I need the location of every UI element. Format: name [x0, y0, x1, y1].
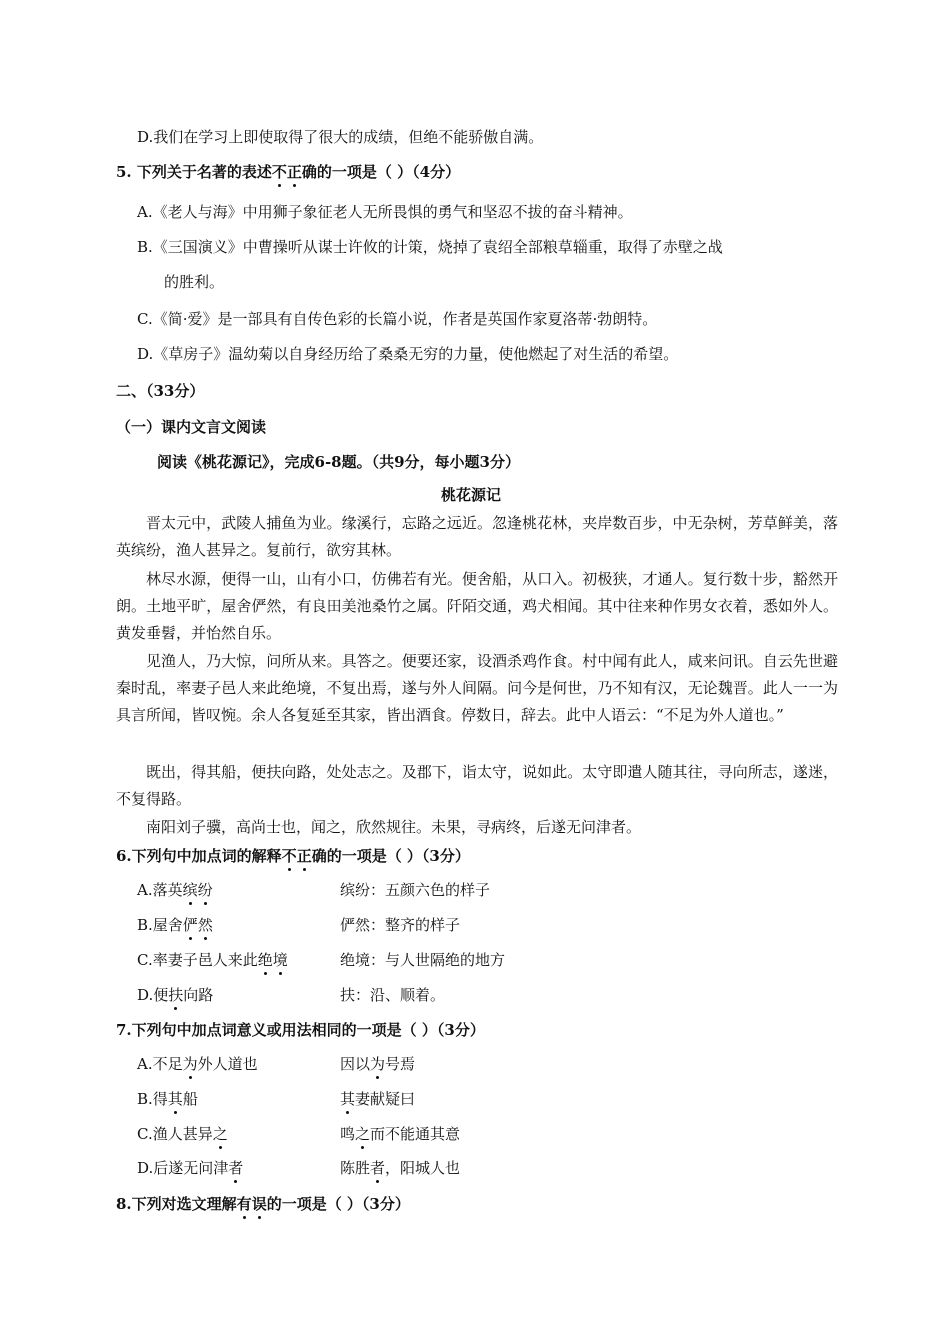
q5-stem-text: 5. 下列关于名著的表述	[116, 163, 272, 181]
reading-instruction: 阅读《桃花源记》，完成6-8题。（共9分，每小题3分）	[157, 453, 520, 471]
option-explanation: 绝境：与人世隔绝的地方	[340, 951, 506, 969]
q6-option-c	[137, 950, 837, 970]
option-text: 因以	[340, 1055, 371, 1073]
q8-stem-text: 8.下列对选文理解	[116, 1195, 237, 1213]
dotted-char: 缤	[182, 881, 198, 899]
q7-stem: 7.下列句中加点词意义或用法相同的一项是（ ）（3分）	[116, 1021, 485, 1039]
dotted-char: 有	[236, 1195, 252, 1213]
section-heading: 二、（33分）	[116, 382, 205, 400]
q5-stem-text: 确的一项是（ ）（4分）	[301, 163, 461, 181]
q5-option-b: B.《三国演义》中曹操听从谋士许攸的计策，烧掉了袁绍全部粮草辎重，取得了赤壁之战	[137, 238, 723, 256]
passage-paragraph: 林尽水源，便得一山，山有小口，仿佛若有光。便舍船，从口入。初极狭，才通人。复行数十步，豁然开朗。土地平旷，屋舍俨然，有良田美池桑竹之属。阡陌交通，鸡犬相闻。其中往来种作男女衣着，悉如外人。黄发垂髫，并怡然自乐。	[116, 570, 838, 642]
dotted-char: 之	[355, 1125, 371, 1143]
dotted-char: 扶	[168, 986, 184, 1004]
dotted-char: 纷	[197, 881, 213, 899]
option-text: B.屋舍	[137, 916, 183, 934]
option-explanation: 扶：沿、顺着。	[340, 986, 446, 1004]
passage-paragraph: 南阳刘子骥，高尚士也，闻之，欣然规往。未果，寻病终，后遂无问津者。	[146, 818, 642, 836]
option-text: D.后遂无问津	[137, 1159, 229, 1177]
dotted-char: 其	[340, 1090, 356, 1108]
dotted-char: 俨	[182, 916, 198, 934]
q7-option-b	[137, 1089, 837, 1109]
dotted-char: 境	[272, 951, 288, 969]
q6-stem-text: 6.下列句中加点词的解释	[116, 847, 282, 865]
q4-option-d: D.我们在学习上即使取得了很大的成绩，但绝不能骄傲自满。	[137, 128, 544, 146]
q6-option-b	[137, 915, 837, 935]
option-text: 妻献疑曰	[355, 1090, 416, 1108]
passage-paragraph: 既出，得其船，便扶向路，处处志之。及郡下，诣太守，说如此。太守即遣人随其往，寻向所志，遂迷，不复得路。	[116, 763, 838, 808]
dotted-char: 正	[286, 163, 302, 181]
dotted-char: 者	[228, 1159, 244, 1177]
q5-option-b-cont: 的胜利。	[164, 273, 225, 291]
option-text: C.渔人甚异	[137, 1125, 213, 1143]
passage-paragraph: 晋太元中，武陵人捕鱼为业。缘溪行，忘路之远近。忽逢桃花林，夹岸数百步，中无杂树，芳草鲜美，落英缤纷，渔人甚异之。复前行，欲穷其林。	[116, 514, 838, 559]
option-text: D.便	[137, 986, 169, 1004]
option-explanation: 俨然：整齐的样子	[340, 916, 461, 934]
option-text: 船	[182, 1090, 198, 1108]
q7-option-a	[137, 1054, 837, 1074]
dotted-char: 绝	[257, 951, 273, 969]
q6-stem	[116, 846, 470, 866]
q5-stem	[116, 162, 460, 182]
dotted-char: 其	[167, 1090, 183, 1108]
q6-option-a	[137, 880, 837, 900]
dotted-char: 者	[370, 1159, 386, 1177]
dotted-char: 不	[271, 163, 287, 181]
option-text: A.不足	[137, 1055, 183, 1073]
q5-option-d: D.《草房子》温幼菊以自身经历给了桑桑无穷的力量，使他燃起了对生活的希望。	[137, 345, 679, 363]
q6-stem-text: 确的一项是（ ）（3分）	[311, 847, 470, 865]
part-heading: （一）课内文言文阅读	[116, 418, 267, 436]
option-text: 外人道也	[197, 1055, 258, 1073]
dotted-char: 误	[251, 1195, 267, 1213]
dotted-char: 之	[212, 1125, 228, 1143]
q7-option-c	[137, 1124, 837, 1144]
q8-stem-text: 的一项是（ ）（3分）	[266, 1195, 410, 1213]
passage-paragraph: 见渔人，乃大惊，问所从来。具答之。便要还家，设酒杀鸡作食。村中闻有此人，咸来问讯。自云先世避秦时乱，率妻子邑人来此绝境，不复出焉，遂与外人间隔。问今是何世，乃不知有汉，无论魏晋。此人一一为具言所闻，皆叹惋。余人各复延至其家，皆出酒食。停数日，辞去。此中人语云：“不足为外人道也。”	[116, 652, 838, 724]
option-text: C.率妻子邑人来此	[137, 951, 258, 969]
q8-stem	[116, 1194, 410, 1214]
option-text: A.落英	[137, 881, 183, 899]
q7-option-d	[137, 1158, 837, 1178]
passage-title: 桃花源记	[441, 486, 502, 504]
option-text: 向路	[183, 986, 214, 1004]
option-text: B.得	[137, 1090, 168, 1108]
dotted-char: 然	[197, 916, 213, 934]
option-text: 陈胜	[340, 1159, 371, 1177]
q6-option-d	[137, 985, 837, 1005]
q5-option-a: A.《老人与海》中用狮子象征老人无所畏惧的勇气和坚忍不拔的奋斗精神。	[137, 203, 633, 221]
dotted-char: 正	[296, 847, 312, 865]
option-text: ，阳城人也	[385, 1159, 461, 1177]
q5-option-c: C.《简·爱》是一部具有自传色彩的长篇小说，作者是英国作家夏洛蒂·勃朗特。	[137, 310, 658, 328]
dotted-char: 为	[182, 1055, 198, 1073]
option-explanation: 缤纷：五颜六色的样子	[340, 881, 491, 899]
option-text: 号焉	[385, 1055, 416, 1073]
dotted-char: 不	[281, 847, 297, 865]
option-text: 而不能通其意	[370, 1125, 461, 1143]
dotted-char: 为	[370, 1055, 386, 1073]
option-text: 鸣	[340, 1125, 356, 1143]
